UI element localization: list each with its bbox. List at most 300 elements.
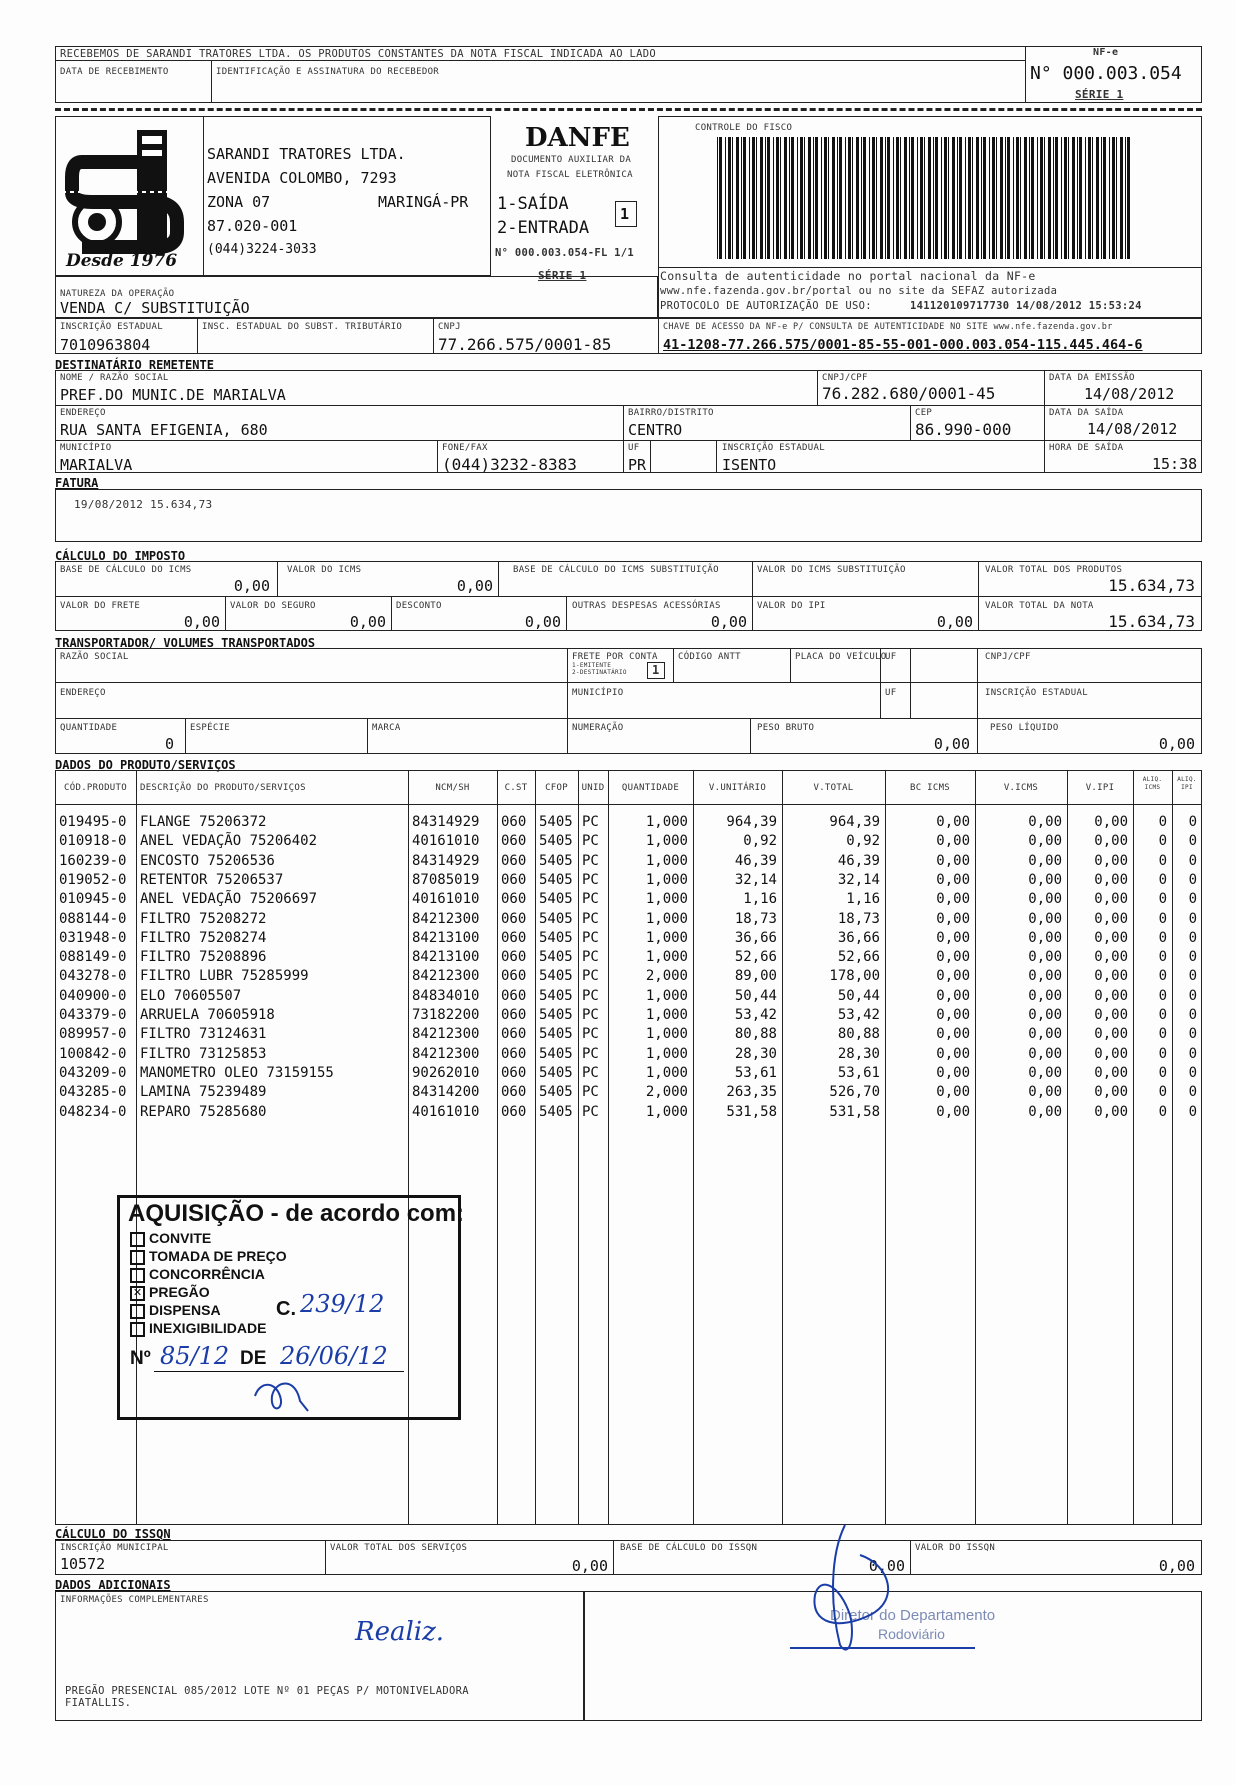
receipt-number: N° 000.003.054 [1030,63,1182,84]
gross-value: 0,00 [933,735,970,753]
cell-ipi: 0,00 [1094,1045,1128,1062]
cell-aliq-icms: 0 [1158,852,1167,869]
cell-total: 964,39 [829,814,880,830]
danfe-type-value: 1 [620,205,630,223]
issqn-base-label: BASE DE CÁLCULO DO ISSQN [620,1543,758,1553]
danfe-number: N° 000.003.054-FL 1/1 [495,247,635,259]
recipient-name-label: NOME / RAZÃO SOCIAL [60,373,169,383]
cell-description: ANEL VEDAÇÃO 75206697 [140,891,318,908]
cell-cfop: 5405 [539,1103,573,1120]
barcode-bar [893,137,894,259]
total-note-value: 15.634,73 [1108,612,1195,631]
barcode-bar [872,137,875,259]
hdr-aliq-icms: ALIQ. ICMS [1142,776,1163,791]
danfe-entry: 2-ENTRADA [497,218,590,238]
barcode-bar [756,137,757,259]
total-note-label: VALOR TOTAL DA NOTA [985,601,1094,611]
director-stamp-line1: Diretor do Departamento [830,1607,996,1624]
barcode-bar [732,137,733,259]
info-line1: PREGÃO PRESENCIAL 085/2012 LOTE Nº 01 PEÇAS P/ MOTONIVELADORA [65,1685,469,1697]
checkbox-icon [130,1250,145,1265]
barcode-bar [911,137,914,259]
barcode-bar [1007,137,1010,259]
cell-code: 100842-0 [59,1045,127,1062]
checkbox-icon [130,1304,145,1319]
cell-icms: 0,00 [1028,1064,1062,1081]
additional-box [55,1591,584,1721]
stamp-option [130,1248,287,1266]
cell-bc-icms: 0,00 [936,1026,970,1043]
cell-unit: PC [582,1084,599,1101]
barcode-bar [1085,137,1086,259]
barcode-bar [957,137,958,259]
cell-quantity: 1,000 [645,1103,688,1120]
hdr-cfop: CFOP [545,783,568,793]
carrier-cnpj-label: CNPJ/CPF [985,652,1031,662]
barcode-bar [904,137,907,259]
cell-icms: 0,00 [1028,1103,1062,1120]
cell-bc-icms: 0,00 [936,1007,970,1023]
products-section: DADOS DO PRODUTO/SERVIÇOS [55,758,236,772]
cell-aliq-icms: 0 [1158,1026,1167,1043]
barcode-bar [924,137,925,259]
cell-cst: 060 [501,814,527,830]
barcode-bar [776,137,779,259]
cell-ipi: 0,00 [1094,949,1128,966]
barcode-bar [941,137,942,259]
cell-quantity: 2,000 [645,1084,688,1101]
barcode-bar [797,137,798,259]
cell-description: FILTRO 73125853 [140,1045,267,1062]
cell-code: 089957-0 [59,1026,127,1043]
stamp-no-value: 85/12 [160,1342,230,1370]
discount-label: DESCONTO [396,601,442,611]
barcode-bar [996,137,997,259]
issuer-zone: ZONA 07 [207,193,271,211]
cell-description: RETENTOR 75206537 [140,871,284,888]
barcode-bar [852,137,853,259]
barcode-bar [1109,137,1110,259]
barcode-bar [1101,137,1102,259]
stamp-option [130,1284,287,1302]
barcode-bar [752,137,755,259]
cell-ipi: 0,00 [1094,1026,1128,1043]
barcode-bar [900,137,901,259]
transport-box [55,648,1202,754]
issuer-name: SARANDI TRATORES LTDA. [207,145,406,163]
barcode-bar [725,137,726,259]
total-products-label: VALOR TOTAL DOS PRODUTOS [985,565,1123,575]
cell-unit: PC [582,1103,599,1120]
barcode-bar [824,137,827,259]
cell-icms: 0,00 [1028,968,1062,985]
cell-unit-value: 1,16 [743,891,777,908]
handwriting: Realiz. [355,1617,445,1647]
barcode-bar [1031,137,1034,259]
barcode-bar [876,137,877,259]
cell-cfop: 5405 [539,814,573,830]
cell-unit-value: 28,30 [734,1045,777,1062]
cell-cst: 060 [501,1084,527,1101]
qty-label: QUANTIDADE [60,723,118,733]
cell-code: 040900-0 [59,987,127,1004]
barcode-bar [1000,137,1003,259]
cell-total: 52,66 [837,949,880,966]
cell-aliq-icms: 0 [1158,929,1167,946]
cell-cfop: 5405 [539,910,573,927]
barcode-bar [773,137,774,259]
barcode-bar [1077,137,1078,259]
barcode-bar [1013,137,1014,259]
fisco-consult1: Consulta de autenticidade no portal nacional da NF-e [660,269,1036,283]
cell-description: FILTRO LUBR 75285999 [140,968,309,985]
services-label: VALOR TOTAL DOS SERVIÇOS [330,1543,468,1553]
qty-value: 0 [165,735,175,753]
cell-cfop: 5405 [539,929,573,946]
gross-label: PESO BRUTO [757,723,815,733]
cell-quantity: 1,000 [645,1045,688,1062]
barcode-bar [832,137,835,259]
cell-ncm: 90262010 [412,1064,480,1081]
cell-quantity: 1,000 [645,1064,688,1081]
logo-caption: Desde 1976 [66,251,178,271]
hdr-icms: V.ICMS [1003,783,1039,793]
brand-label: MARCA [372,723,401,733]
emission-label: DATA DA EMISSÃO [1049,373,1135,383]
barcode-bar [981,137,982,259]
cell-unit-value: 0,92 [743,833,777,850]
cell-total: 36,66 [837,929,880,946]
cell-unit-value: 53,42 [734,1007,777,1023]
barcode-bar [1116,137,1117,259]
cell-cst: 060 [501,1007,527,1023]
barcode-bar [861,137,862,259]
fisco-control-label: CONTROLE DO FISCO [695,123,793,133]
cep-label: CEP [915,408,933,418]
cell-unit-value: 46,39 [734,852,777,869]
additional-section: DADOS ADICIONAIS [55,1578,171,1592]
cnpj-label: CNPJ [438,322,461,332]
antt-label: CÓDIGO ANTT [678,652,741,662]
cell-aliq-ipi: 0 [1188,871,1197,888]
checkbox-icon [130,1322,145,1337]
exit-label: DATA DA SAÍDA [1049,408,1124,418]
species-label: ESPÉCIE [190,723,231,733]
cell-quantity: 1,000 [645,949,688,966]
cell-cst: 060 [501,929,527,946]
district-label: BAIRRO/DISTRITO [628,408,714,418]
cell-description: FILTRO 75208272 [140,910,267,927]
cell-bc-icms: 0,00 [936,968,970,985]
hdr-code: CÓD.PRODUTO [64,783,127,793]
barcode-bar [992,137,995,259]
icms-value: 0,00 [456,577,493,595]
invoice-value: 19/08/2012 15.634,73 [74,498,213,511]
cell-cst: 060 [501,1103,527,1120]
barcode-bar [983,137,986,259]
cell-ncm: 84212300 [412,1026,480,1043]
acquisition-stamp [117,1195,465,1420]
cell-ipi: 0,00 [1094,852,1128,869]
cell-icms: 0,00 [1028,871,1062,888]
cell-ipi: 0,00 [1094,1007,1128,1023]
cell-description: FLANGE 75206372 [140,814,267,830]
freight-opt2: 2-DESTINATÁRIO [572,669,627,676]
other-value: 0,00 [710,613,747,631]
cell-icms: 0,00 [1028,1045,1062,1062]
recipient-ie-label: INSCRIÇÃO ESTADUAL [722,443,825,453]
barcode [717,137,1132,259]
stamp-de-label: DE [240,1348,267,1369]
cell-ncm: 40161010 [412,1103,480,1120]
cell-aliq-icms: 0 [1158,1007,1167,1023]
cell-quantity: 1,000 [645,871,688,888]
cell-code: 088144-0 [59,910,127,927]
cell-icms: 0,00 [1028,1007,1062,1023]
carrier-city-label: MUNICÍPIO [572,688,624,698]
cell-cst: 060 [501,833,527,850]
cnpj-value: 77.266.575/0001-85 [438,335,612,354]
cell-bc-icms: 0,00 [936,833,970,850]
barcode-bar [837,137,838,259]
cell-ipi: 0,00 [1094,910,1128,927]
cell-cst: 060 [501,1064,527,1081]
cell-unit: PC [582,1026,599,1043]
carrier-name-label: RAZÃO SOCIAL [60,652,129,662]
checked-checkbox-icon: ✕ [130,1286,145,1301]
cell-cfop: 5405 [539,891,573,908]
barcode-bar [1016,137,1019,259]
cell-ncm: 84212300 [412,968,480,985]
cell-aliq-ipi: 0 [1188,929,1197,946]
barcode-bar [1048,137,1051,259]
cell-unit-value: 52,66 [734,949,777,966]
cell-cfop: 5405 [539,1026,573,1043]
barcode-bar [909,137,910,259]
base-icms-value: 0,00 [233,577,270,595]
barcode-bar [1088,137,1091,259]
hdr-unit-value: V.UNITÁRIO [708,783,767,793]
city-label: MUNICÍPIO [60,443,112,453]
services-value: 0,00 [571,1557,608,1575]
barcode-bar [935,137,938,259]
cell-cfop: 5405 [539,1064,573,1081]
cell-unit-value: 80,88 [734,1026,777,1043]
barcode-bar [1037,137,1038,259]
freight-opt1: 1-EMITENTE [572,662,612,669]
barcode-bar [959,137,962,259]
hour-value: 15:38 [1152,455,1198,473]
cell-unit: PC [582,814,599,830]
cell-ncm: 84314200 [412,1084,480,1101]
cell-total: 0,92 [846,833,880,850]
discount-value: 0,00 [524,613,561,631]
barcode-bar [1127,137,1130,259]
cell-aliq-icms: 0 [1158,814,1167,830]
cell-aliq-icms: 0 [1158,910,1167,927]
cell-total: 178,00 [829,968,880,985]
nature-value: VENDA C/ SUBSTITUIÇÃO [60,299,250,317]
nature-label: NATUREZA DA OPERAÇÃO [60,289,175,299]
icms-st-label: VALOR DO ICMS SUBSTITUIÇÃO [757,565,906,575]
cell-bc-icms: 0,00 [936,1064,970,1081]
cell-total: 80,88 [837,1026,880,1043]
cell-ncm: 84212300 [412,910,480,927]
stamp-option-label: PREGÃO [149,1284,210,1300]
barcode-bar [972,137,973,259]
cell-bc-icms: 0,00 [936,987,970,1004]
cell-ncm: 84834010 [412,987,480,1004]
barcode-bar [1103,137,1106,259]
barcode-bar [952,137,955,259]
ie-label: INSCRIÇÃO ESTADUAL [60,322,163,332]
address-label: ENDEREÇO [60,408,106,418]
cell-code: 019052-0 [59,871,127,888]
cell-description: ELO 70605507 [140,987,242,1004]
recipient-cnpj-label: CNPJ/CPF [822,373,868,383]
cell-cfop: 5405 [539,871,573,888]
receipt-signature-label: IDENTIFICAÇÃO E ASSINATURA DO RECEBEDOR [216,67,440,77]
cell-ncm: 84213100 [412,929,480,946]
ie-value: 7010963804 [60,336,151,354]
director-signature [780,1515,980,1665]
cell-cfop: 5405 [539,833,573,850]
cell-aliq-ipi: 0 [1188,1007,1197,1023]
issqn-value-label: VALOR DO ISSQN [915,1543,996,1553]
base-icms-label: BASE DE CÁLCULO DO ICMS [60,565,192,575]
cell-total: 53,42 [837,1007,880,1023]
hdr-ipi: V.IPI [1085,783,1115,793]
nfe-label: NF-e [1093,47,1119,58]
recipient-section: DESTINATÁRIO REMETENTE [55,358,214,372]
cell-icms: 0,00 [1028,833,1062,850]
ie-st-label: INSC. ESTADUAL DO SUBST. TRIBUTÁRIO [202,322,403,332]
cell-quantity: 1,000 [645,987,688,1004]
barcode-bar [1020,137,1021,259]
cell-cfop: 5405 [539,1084,573,1101]
barcode-bar [965,137,966,259]
cell-code: 019495-0 [59,814,127,830]
cell-aliq-icms: 0 [1158,1064,1167,1081]
danfe-exit: 1-SAÍDA [497,194,569,214]
cut-line [55,108,1202,111]
hdr-unit: UNID [581,783,605,793]
barcode-bar [1024,137,1027,259]
cell-ncm: 84212300 [412,1045,480,1062]
cell-aliq-ipi: 0 [1188,1103,1197,1120]
barcode-bar [821,137,822,259]
cell-bc-icms: 0,00 [936,891,970,908]
cell-total: 53,61 [837,1064,880,1081]
cell-quantity: 1,000 [645,910,688,927]
barcode-bar [808,137,811,259]
barcode-bar [1125,137,1126,259]
stamp-c-value: 239/12 [300,1290,385,1318]
cell-aliq-icms: 0 [1158,949,1167,966]
cell-code: 043278-0 [59,968,127,985]
issuer-cep: 87.020-001 [207,217,298,235]
barcode-bar [717,137,718,259]
exit-value: 14/08/2012 [1087,420,1178,438]
cell-aliq-icms: 0 [1158,968,1167,985]
access-key-label: CHAVE DE ACESSO DA NF-e P/ CONSULTA DE AUTENTICIDADE NO SITE www.nfe.fazenda.gov.br [663,322,1113,332]
barcode-bar [736,137,739,259]
barcode-bar [767,137,770,259]
hdr-description: DESCRIÇÃO DO PRODUTO/SERVIÇOS [140,783,306,793]
tax-section: CÁLCULO DO IMPOSTO [55,549,186,563]
barcode-bar [804,137,805,259]
cell-aliq-ipi: 0 [1188,1045,1197,1062]
ipi-label: VALOR DO IPI [757,601,826,611]
cell-ipi: 0,00 [1094,891,1128,908]
cell-unit-value: 36,66 [734,929,777,946]
fisco-consult2: www.nfe.fazenda.gov.br/portal ou no site da SEFAZ autorizada [660,285,1058,297]
stamp-option-label: TOMADA DE PREÇO [149,1248,287,1264]
cell-cst: 060 [501,852,527,869]
cell-ipi: 0,00 [1094,1064,1128,1081]
cell-unit-value: 531,58 [726,1103,777,1120]
cell-total: 1,16 [846,891,880,908]
cell-total: 46,39 [837,852,880,869]
base-st-label: BASE DE CÁLCULO DO ICMS SUBSTITUIÇÃO [513,565,719,575]
cell-cfop: 5405 [539,1007,573,1023]
cell-cfop: 5405 [539,1045,573,1062]
danfe-title: DANFE [525,123,630,153]
emission-value: 14/08/2012 [1084,385,1175,403]
cell-bc-icms: 0,00 [936,910,970,927]
cell-ncm: 87085019 [412,871,480,888]
barcode-bar [839,137,842,259]
hour-label: HORA DE SAÍDA [1049,443,1124,453]
stamp-option-label: CONCORRÊNCIA [149,1266,265,1282]
total-products-value: 15.634,73 [1108,576,1195,595]
cell-cst: 060 [501,1026,527,1043]
cell-aliq-ipi: 0 [1188,987,1197,1004]
stamp-option [130,1302,287,1320]
cell-cst: 060 [501,910,527,927]
cell-code: 043209-0 [59,1064,127,1081]
cell-code: 043285-0 [59,1084,127,1101]
cell-code: 010918-0 [59,833,127,850]
cell-icms: 0,00 [1028,987,1062,1004]
cell-bc-icms: 0,00 [936,1045,970,1062]
recipient-ie-value: ISENTO [722,456,777,474]
cell-ipi: 0,00 [1094,987,1128,1004]
cell-description: LAMINA 75239489 [140,1084,267,1101]
barcode-bar [1079,137,1082,259]
barcode-bar [743,137,746,259]
stamp-option-label: CONVITE [149,1230,212,1246]
cell-ipi: 0,00 [1094,1103,1128,1120]
cell-aliq-icms: 0 [1158,833,1167,850]
hdr-quantity: QUANTIDADE [621,783,680,793]
recipient-cnpj-value: 76.282.680/0001-45 [822,384,996,403]
fisco-protocol-value: 141120109717730 14/08/2012 15:53:24 [910,300,1142,312]
cell-aliq-icms: 0 [1158,891,1167,908]
barcode-bar [1112,137,1115,259]
stamp-option-label: DISPENSA [149,1302,221,1318]
cell-bc-icms: 0,00 [936,929,970,946]
barcode-bar [760,137,763,259]
cell-quantity: 2,000 [645,968,688,985]
cell-cst: 060 [501,987,527,1004]
cell-aliq-icms: 0 [1158,1103,1167,1120]
barcode-bar [780,137,781,259]
transport-section: TRANSPORTADOR/ VOLUMES TRANSPORTADOS [55,636,316,650]
cell-cfop: 5405 [539,949,573,966]
net-value: 0,00 [1158,735,1195,753]
barcode-bar [948,137,949,259]
